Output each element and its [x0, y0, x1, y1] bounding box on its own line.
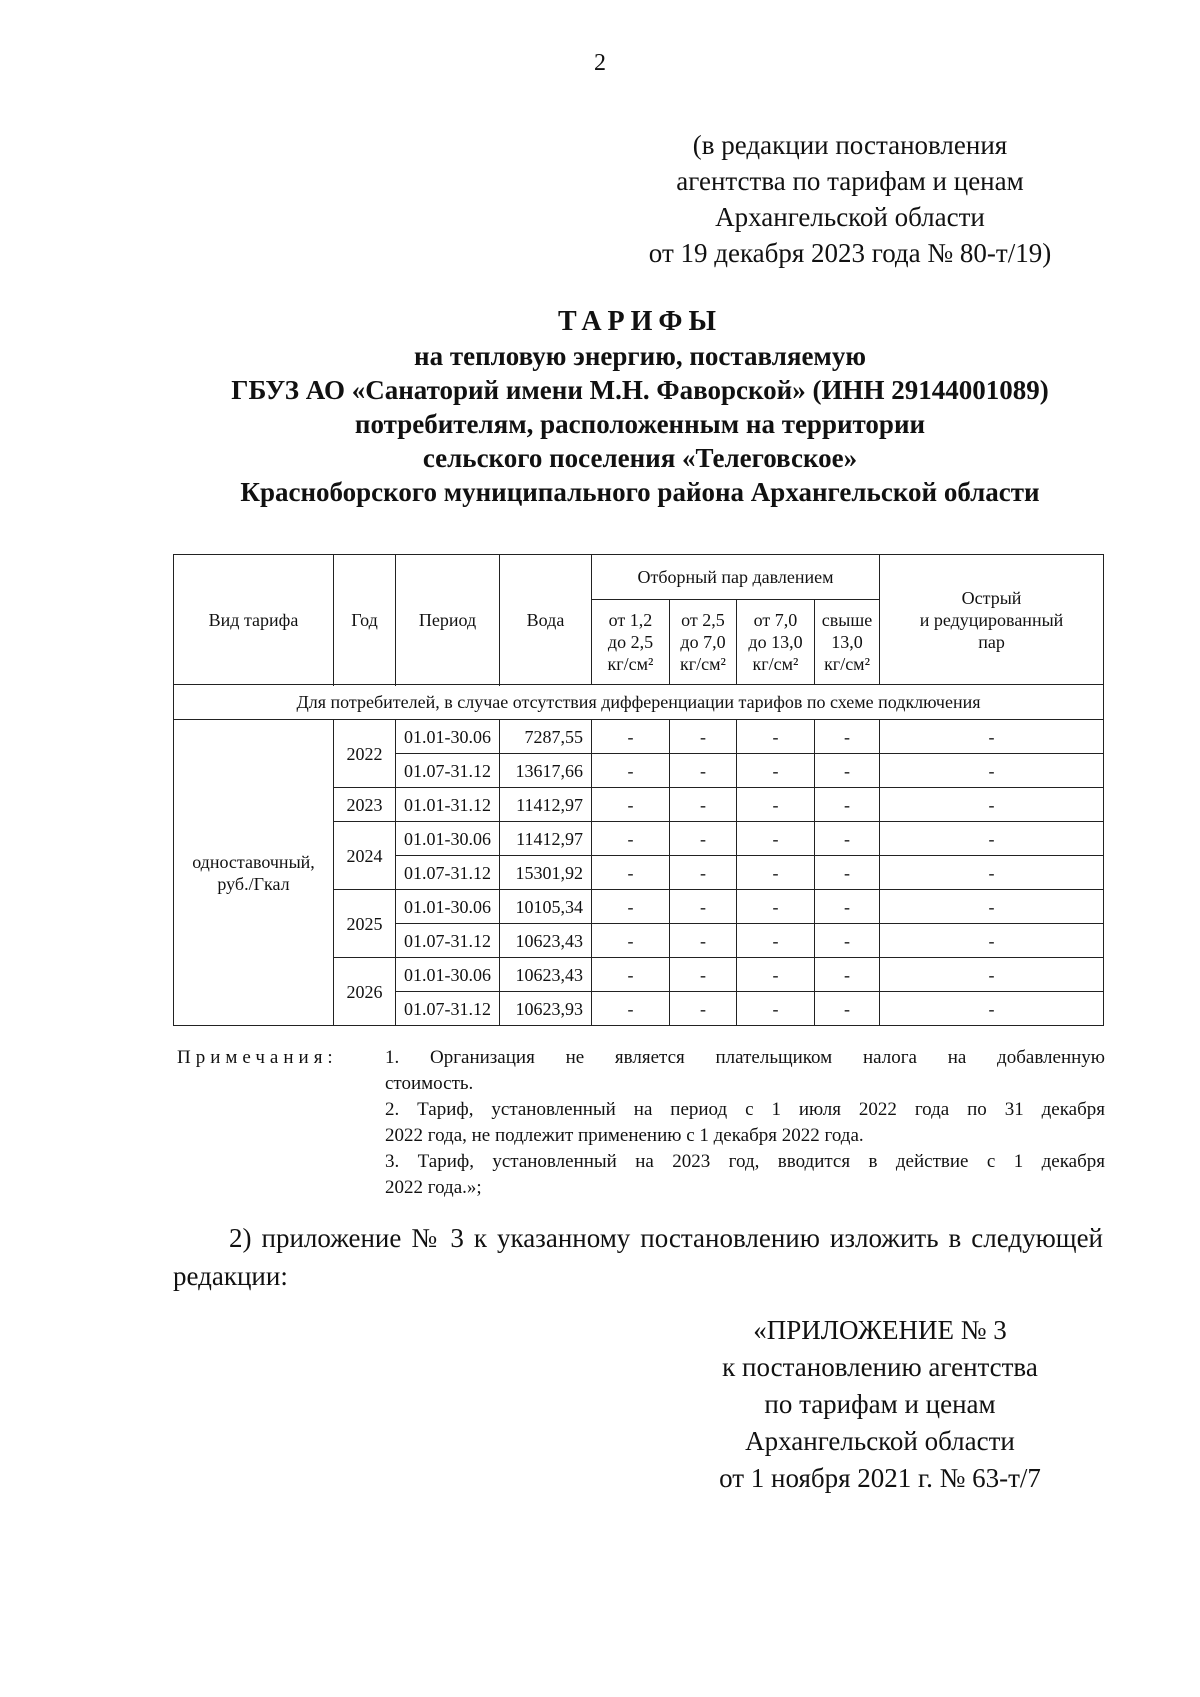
dash-cell: - [670, 958, 737, 992]
header-steam-line: свыше [821, 610, 873, 630]
notes-body [385, 1045, 1105, 1201]
title-line: Красноборского муниципального района Архангельской области [240, 477, 1040, 507]
water-value: 11412,97 [500, 788, 592, 822]
note-line: 2022 года, не подлежит применению с 1 декабря 2022 года. [385, 1125, 864, 1146]
dash-cell: - [592, 924, 670, 958]
header-steam-line: до 13,0 [748, 632, 803, 652]
header-steam-3 [737, 600, 815, 685]
note-line: 1. Организация не является плательщиком налога на добавленную [385, 1047, 1105, 1068]
dash-cell: - [592, 890, 670, 924]
dash-cell: - [815, 856, 880, 890]
header-tariff-type: Вид тарифа [174, 555, 334, 685]
dash-cell: - [737, 788, 815, 822]
appendix-heading [680, 1312, 1080, 1497]
water-value: 11412,97 [500, 822, 592, 856]
water-value: 10623,43 [500, 924, 592, 958]
header-sharp-line: Острый [961, 587, 1022, 608]
dash-cell: - [737, 992, 815, 1026]
paragraph-line: 2) приложение № 3 к указанному постановлению изложить в следующей [229, 1223, 1103, 1253]
page-number: 2 [594, 50, 606, 76]
appendix-line: Архангельской области [745, 1426, 1015, 1456]
header-steam-line: кг/см² [752, 654, 799, 674]
dash-cell: - [880, 958, 1104, 992]
note-line: стоимость. [385, 1073, 474, 1094]
note-line: 2. Тариф, установленный на период с 1 июля 2022 года по 31 декабря [385, 1099, 1105, 1120]
header-steam-line: от 2,5 [681, 610, 725, 630]
paragraph-line: редакции: [173, 1261, 288, 1291]
amendment-paragraph [173, 1219, 1103, 1295]
dash-cell: - [880, 992, 1104, 1026]
edition-note [640, 127, 1060, 271]
water-value: 15301,92 [500, 856, 592, 890]
period-cell: 01.01-30.06 [396, 958, 500, 992]
note-line: 3. Тариф, установленный на 2023 год, вводится в действие с 1 декабря [385, 1151, 1105, 1172]
dash-cell: - [592, 822, 670, 856]
tariff-table [173, 554, 1104, 1026]
header-sharp-line: пар [978, 631, 1005, 652]
dash-cell: - [670, 890, 737, 924]
appendix-line: к постановлению агентства [722, 1352, 1038, 1382]
header-steam-line: 13,0 [831, 632, 863, 652]
table-row [174, 720, 1104, 754]
dash-cell: - [737, 720, 815, 754]
title-line: на тепловую энергию, поставляемую [414, 341, 866, 371]
header-steam-1 [592, 600, 670, 685]
dash-cell: - [815, 822, 880, 856]
title-line: ГБУЗ АО «Санаторий имени М.Н. Фаворской» (ИНН 29144001089) [231, 375, 1049, 405]
dash-cell: - [592, 856, 670, 890]
dash-cell: - [815, 924, 880, 958]
header-steam-2 [670, 600, 737, 685]
header-steam-line: от 7,0 [753, 610, 798, 630]
water-value: 13617,66 [500, 754, 592, 788]
year-cell: 2024 [334, 822, 396, 890]
dash-cell: - [815, 958, 880, 992]
dash-cell: - [737, 754, 815, 788]
dash-cell: - [815, 992, 880, 1026]
dash-cell: - [880, 822, 1104, 856]
edition-line: (в редакции постановления [692, 130, 1008, 160]
dash-cell: - [815, 720, 880, 754]
period-cell: 01.01-30.06 [396, 890, 500, 924]
dash-cell: - [880, 890, 1104, 924]
header-year: Год [334, 555, 396, 685]
water-value: 10623,93 [500, 992, 592, 1026]
appendix-line: по тарифам и ценам [764, 1389, 996, 1419]
header-sharp-steam [880, 555, 1104, 685]
dash-cell: - [737, 856, 815, 890]
dash-cell: - [592, 992, 670, 1026]
title-line: потребителям, расположенным на территории [354, 409, 926, 439]
dash-cell: - [670, 924, 737, 958]
period-cell: 01.07-31.12 [396, 924, 500, 958]
dash-cell: - [670, 822, 737, 856]
water-value: 10105,34 [500, 890, 592, 924]
header-sharp-line: и редуцированный [919, 609, 1064, 630]
period-cell: 01.01-31.12 [396, 788, 500, 822]
header-steam-4 [815, 600, 880, 685]
year-cell: 2026 [334, 958, 396, 1026]
dash-cell: - [592, 788, 670, 822]
note-line: 2022 года.»; [385, 1177, 482, 1198]
title-main: ТАРИФЫ [558, 306, 722, 337]
notes-label: Примечания: [177, 1047, 338, 1068]
header-period: Период [396, 555, 500, 685]
dash-cell: - [815, 890, 880, 924]
tariff-name-line: руб./Гкал [217, 873, 290, 894]
year-cell: 2022 [334, 720, 396, 788]
dash-cell: - [737, 958, 815, 992]
dash-cell: - [880, 754, 1104, 788]
header-steam-group: Отборный пар давлением [592, 555, 880, 600]
dash-cell: - [670, 720, 737, 754]
period-cell: 01.07-31.12 [396, 856, 500, 890]
water-value: 7287,55 [500, 720, 592, 754]
header-steam-line: до 2,5 [607, 632, 654, 652]
edition-line: от 19 декабря 2023 года № 80-т/19) [648, 238, 1052, 268]
dash-cell: - [880, 788, 1104, 822]
dash-cell: - [592, 720, 670, 754]
year-cell: 2023 [334, 788, 396, 822]
dash-cell: - [592, 754, 670, 788]
dash-cell: - [670, 754, 737, 788]
dash-cell: - [670, 788, 737, 822]
dash-cell: - [880, 924, 1104, 958]
header-steam-line: кг/см² [680, 654, 726, 674]
dash-cell: - [670, 856, 737, 890]
header-steam-line: кг/см² [824, 654, 870, 674]
tariff-name-line: одноставочный, [192, 851, 315, 872]
water-value: 10623,43 [500, 958, 592, 992]
dash-cell: - [737, 822, 815, 856]
edition-line: Архангельской области [715, 202, 985, 232]
header-steam-line: от 1,2 [608, 610, 653, 630]
dash-cell: - [880, 856, 1104, 890]
dash-cell: - [592, 958, 670, 992]
tariff-name [174, 720, 334, 1026]
appendix-line: от 1 ноября 2021 г. № 63-т/7 [719, 1463, 1041, 1493]
dash-cell: - [737, 890, 815, 924]
appendix-line: «ПРИЛОЖЕНИЕ № 3 [753, 1315, 1007, 1345]
dash-cell: - [737, 924, 815, 958]
period-cell: 01.07-31.12 [396, 754, 500, 788]
dash-cell: - [815, 788, 880, 822]
dash-cell: - [670, 992, 737, 1026]
dash-cell: - [815, 754, 880, 788]
header-steam-line: до 7,0 [680, 632, 726, 652]
header-water: Вода [500, 555, 592, 685]
edition-line: агентства по тарифам и ценам [676, 166, 1024, 196]
header-steam-line: кг/см² [607, 654, 654, 674]
period-cell: 01.01-30.06 [396, 720, 500, 754]
period-cell: 01.01-30.06 [396, 822, 500, 856]
document-title [150, 305, 1130, 509]
dash-cell: - [880, 720, 1104, 754]
title-line: сельского поселения «Телеговское» [422, 443, 858, 473]
section-title: Для потребителей, в случае отсутствия дифференциации тарифов по схеме подключения [174, 685, 1104, 720]
period-cell: 01.07-31.12 [396, 992, 500, 1026]
year-cell: 2025 [334, 890, 396, 958]
